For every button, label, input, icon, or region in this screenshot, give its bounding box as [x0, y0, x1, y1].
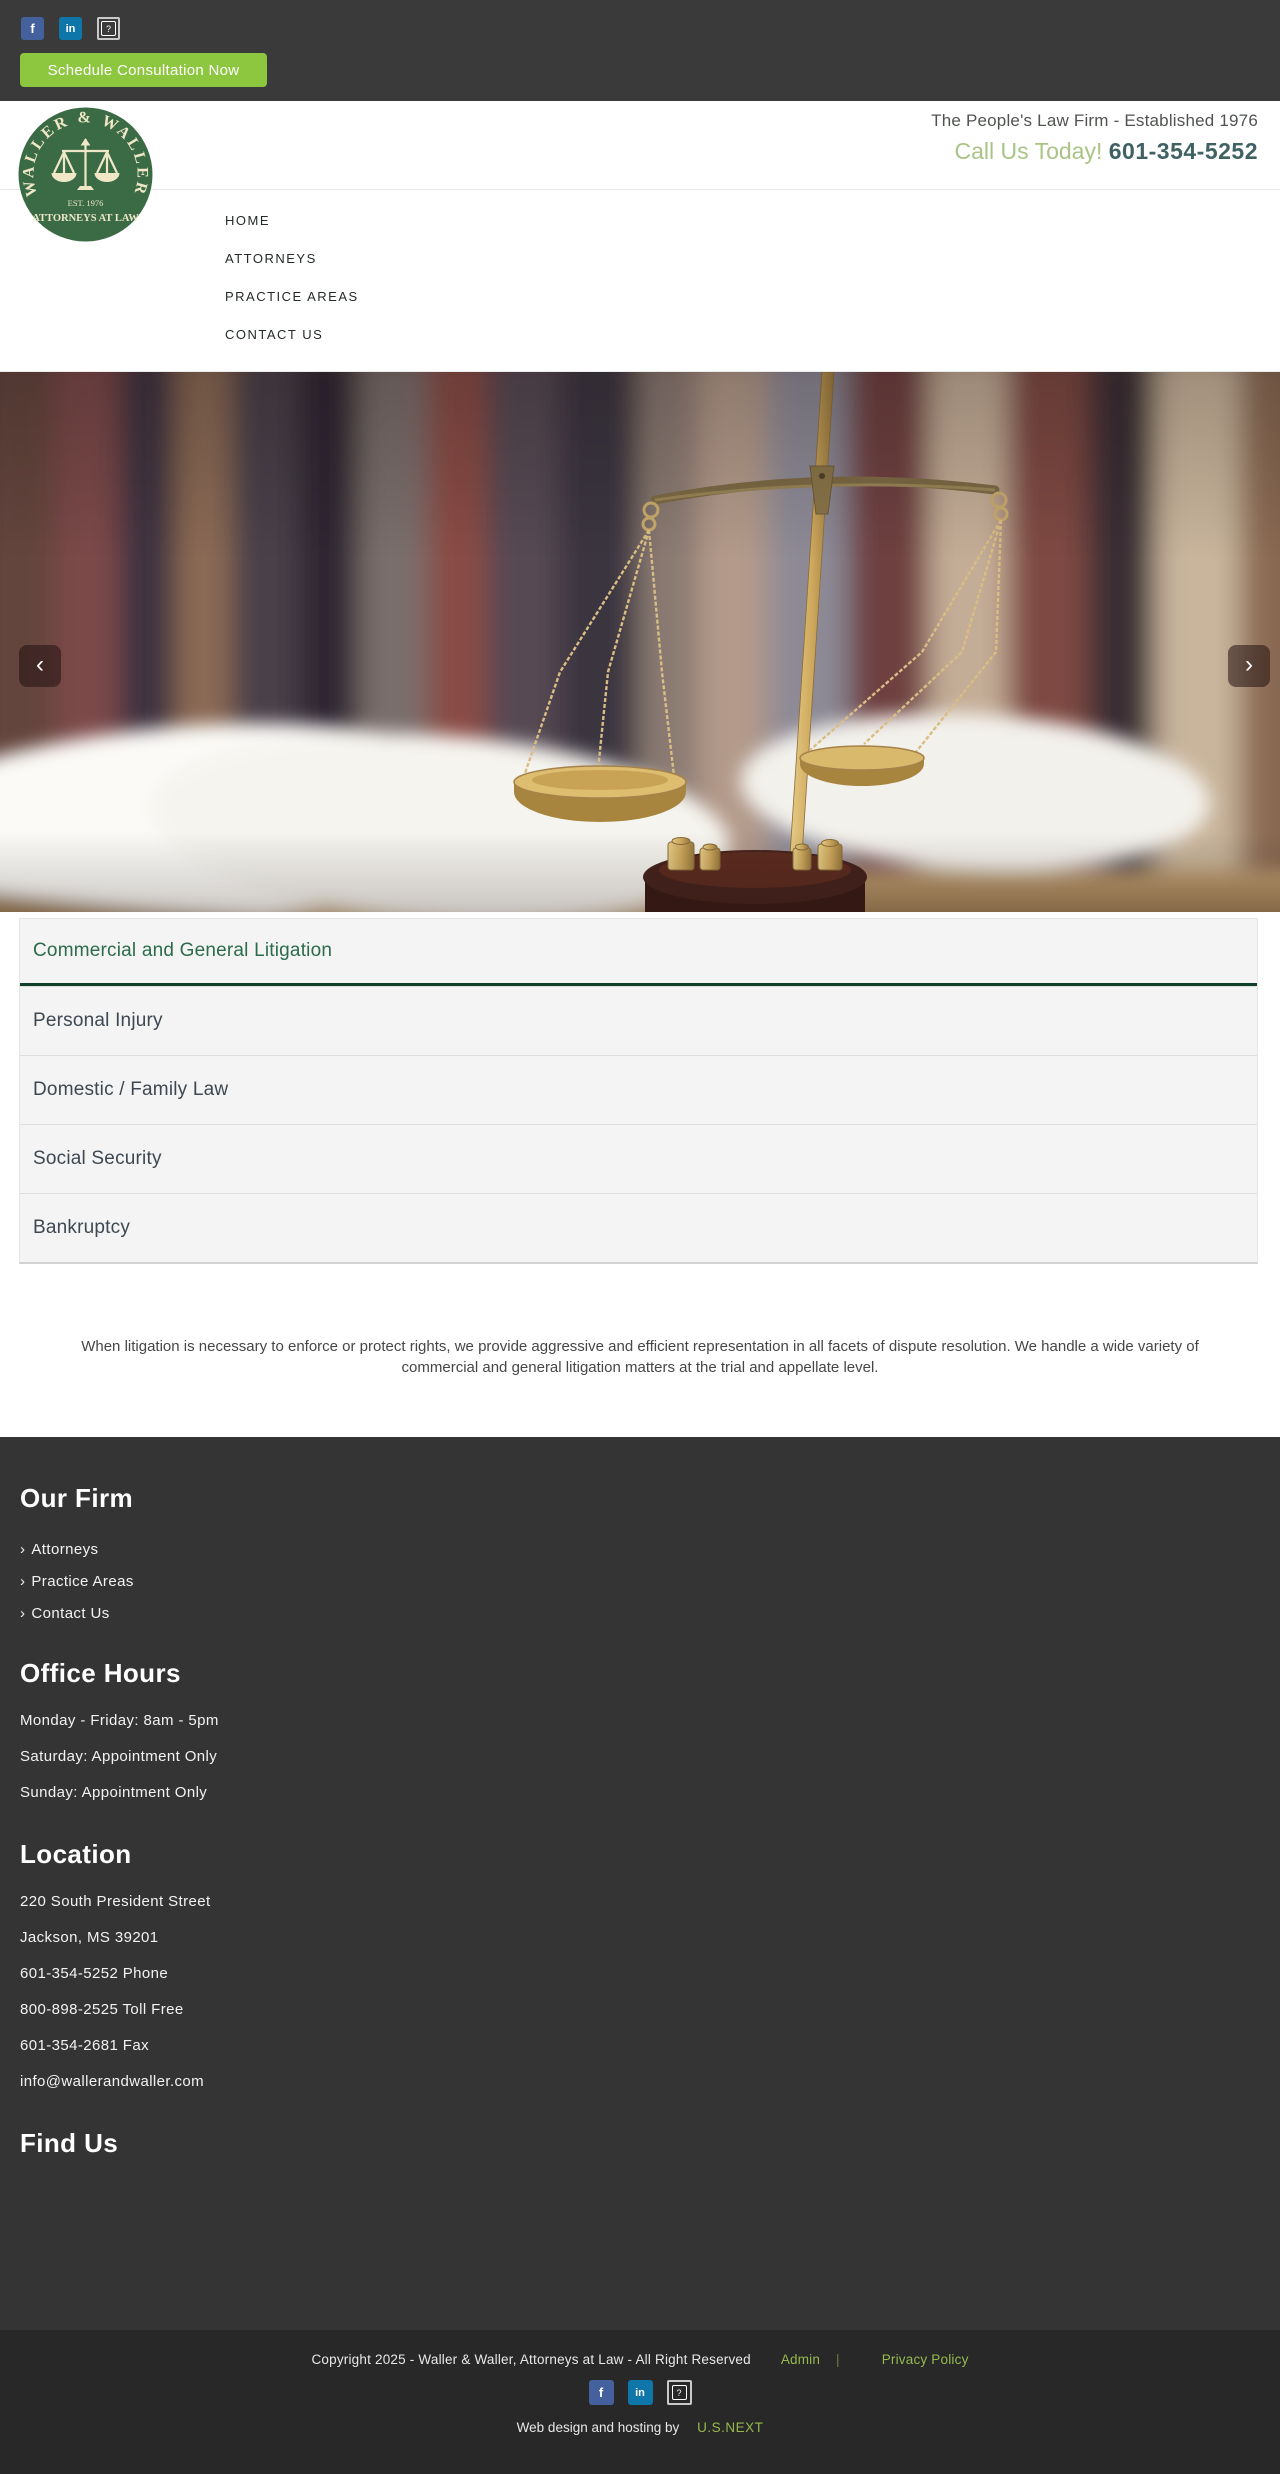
nav-item-attorneys[interactable]: ATTORNEYS: [225, 251, 317, 266]
footer-link-label: Attorneys: [31, 1541, 99, 1558]
broken-image-icon[interactable]: [667, 2380, 692, 2405]
call-line: [931, 138, 1258, 165]
broken-image-icon[interactable]: [97, 17, 120, 40]
tab-bankruptcy[interactable]: Bankruptcy: [20, 1193, 1257, 1262]
logo-arc-text: WALLER & WALLER: [20, 109, 151, 199]
broken-image-glyph: ?: [672, 2385, 687, 2400]
logo-scales-base: [77, 186, 94, 190]
logo-est-text: EST. 1976: [67, 198, 104, 208]
footer-our-firm-links: [20, 1534, 1260, 1630]
tab-personal-injury[interactable]: Personal Injury: [20, 986, 1257, 1055]
nav-item-practice-areas[interactable]: PRACTICE AREAS: [225, 289, 359, 304]
phone-line: 601-354-5252 Phone: [20, 1965, 169, 1982]
top-bar: [0, 0, 1280, 101]
firm-logo[interactable]: [18, 107, 153, 242]
map-placeholder: [20, 2159, 1260, 2329]
hero-slider: [0, 372, 1280, 912]
facebook-icon[interactable]: f: [21, 17, 44, 40]
schedule-consultation-button[interactable]: Schedule Consultation Now: [20, 53, 267, 87]
copyright-text: Copyright 2025 - Waller & Waller, Attorneys at Law - All Right Reserved: [311, 2352, 751, 2367]
main-nav: [225, 202, 359, 354]
office-hours-saturday: Saturday: Appointment Only: [20, 1748, 218, 1765]
footer-heading-find-us: Find Us: [20, 2128, 119, 2158]
footer-heading-our-firm: Our Firm: [20, 1483, 133, 1513]
footer-link-attorneys[interactable]: [20, 1534, 1260, 1566]
usnext-link[interactable]: U.S.NEXT: [697, 2420, 764, 2435]
email-link[interactable]: info@wallerandwaller.com: [20, 2073, 205, 2090]
header-contact: [931, 111, 1258, 165]
firm-tagline: The People's Law Firm - Established 1976: [931, 111, 1258, 130]
logo-bottom-text: ATTORNEYS AT LAW: [32, 213, 139, 224]
footer-link-practice-areas[interactable]: [20, 1566, 1260, 1598]
footer-heading-location: Location: [20, 1839, 132, 1869]
facebook-icon[interactable]: f: [589, 2380, 614, 2405]
chevron-bullet-icon: ›: [20, 1573, 26, 1590]
site-header: [0, 101, 1280, 372]
privacy-policy-link[interactable]: Privacy Policy: [881, 2352, 969, 2367]
linkedin-icon[interactable]: in: [59, 17, 82, 40]
tab-domestic-family-law[interactable]: Domestic / Family Law: [20, 1055, 1257, 1124]
topbar-social-row: [21, 17, 120, 40]
office-hours-sunday: Sunday: Appointment Only: [20, 1784, 208, 1801]
practice-areas-section: [0, 912, 1280, 1437]
footer-link-contact-us[interactable]: [20, 1598, 1260, 1630]
tollfree-line: 800-898-2525 Toll Free: [20, 2001, 184, 2018]
site-footer: [0, 1437, 1280, 2330]
address-street: 220 South President Street: [20, 1893, 211, 1910]
tab-social-security[interactable]: Social Security: [20, 1124, 1257, 1193]
practice-area-description: When litigation is necessary to enforce or protect rights, we provide aggressive and efficient representation in all facets of dispute resolution. We handle a wide variety of commercial and general litigation matters at the trial and appellate level.: [81, 1338, 1199, 1376]
practice-areas-tabs: [19, 918, 1258, 1264]
footer-heading-office-hours: Office Hours: [20, 1658, 181, 1688]
address-city: Jackson, MS 39201: [20, 1929, 159, 1946]
nav-item-contact-us[interactable]: CONTACT US: [225, 327, 324, 342]
copyright-line: [0, 2352, 1280, 2367]
broken-image-glyph: ?: [101, 21, 116, 36]
separator: |: [836, 2352, 840, 2367]
call-us-label: Call Us Today!: [954, 138, 1103, 164]
firm-logo-graphic: [18, 107, 153, 242]
footer-link-label: Contact Us: [31, 1605, 110, 1622]
fax-line: 601-354-2681 Fax: [20, 2037, 149, 2054]
slider-next-button[interactable]: ›: [1228, 645, 1270, 687]
header-divider: [0, 189, 1280, 190]
design-credit-line: [0, 2420, 1280, 2435]
chevron-bullet-icon: ›: [20, 1541, 26, 1558]
linkedin-icon[interactable]: in: [628, 2380, 653, 2405]
slider-prev-button[interactable]: ‹: [19, 645, 61, 687]
hero-scales-photo: [0, 372, 1280, 912]
design-credit-text: Web design and hosting by: [516, 2420, 680, 2435]
chevron-bullet-icon: ›: [20, 1605, 26, 1622]
office-hours-weekday: Monday - Friday: 8am - 5pm: [20, 1712, 219, 1729]
phone-number: 601-354-5252: [1108, 138, 1258, 164]
nav-item-home[interactable]: HOME: [225, 213, 270, 228]
admin-link[interactable]: Admin: [780, 2352, 821, 2367]
footer-social-row: [0, 2380, 1280, 2405]
tab-commercial-litigation[interactable]: Commercial and General Litigation: [20, 919, 1257, 986]
bottom-bar: [0, 2330, 1280, 2474]
footer-link-label: Practice Areas: [31, 1573, 134, 1590]
